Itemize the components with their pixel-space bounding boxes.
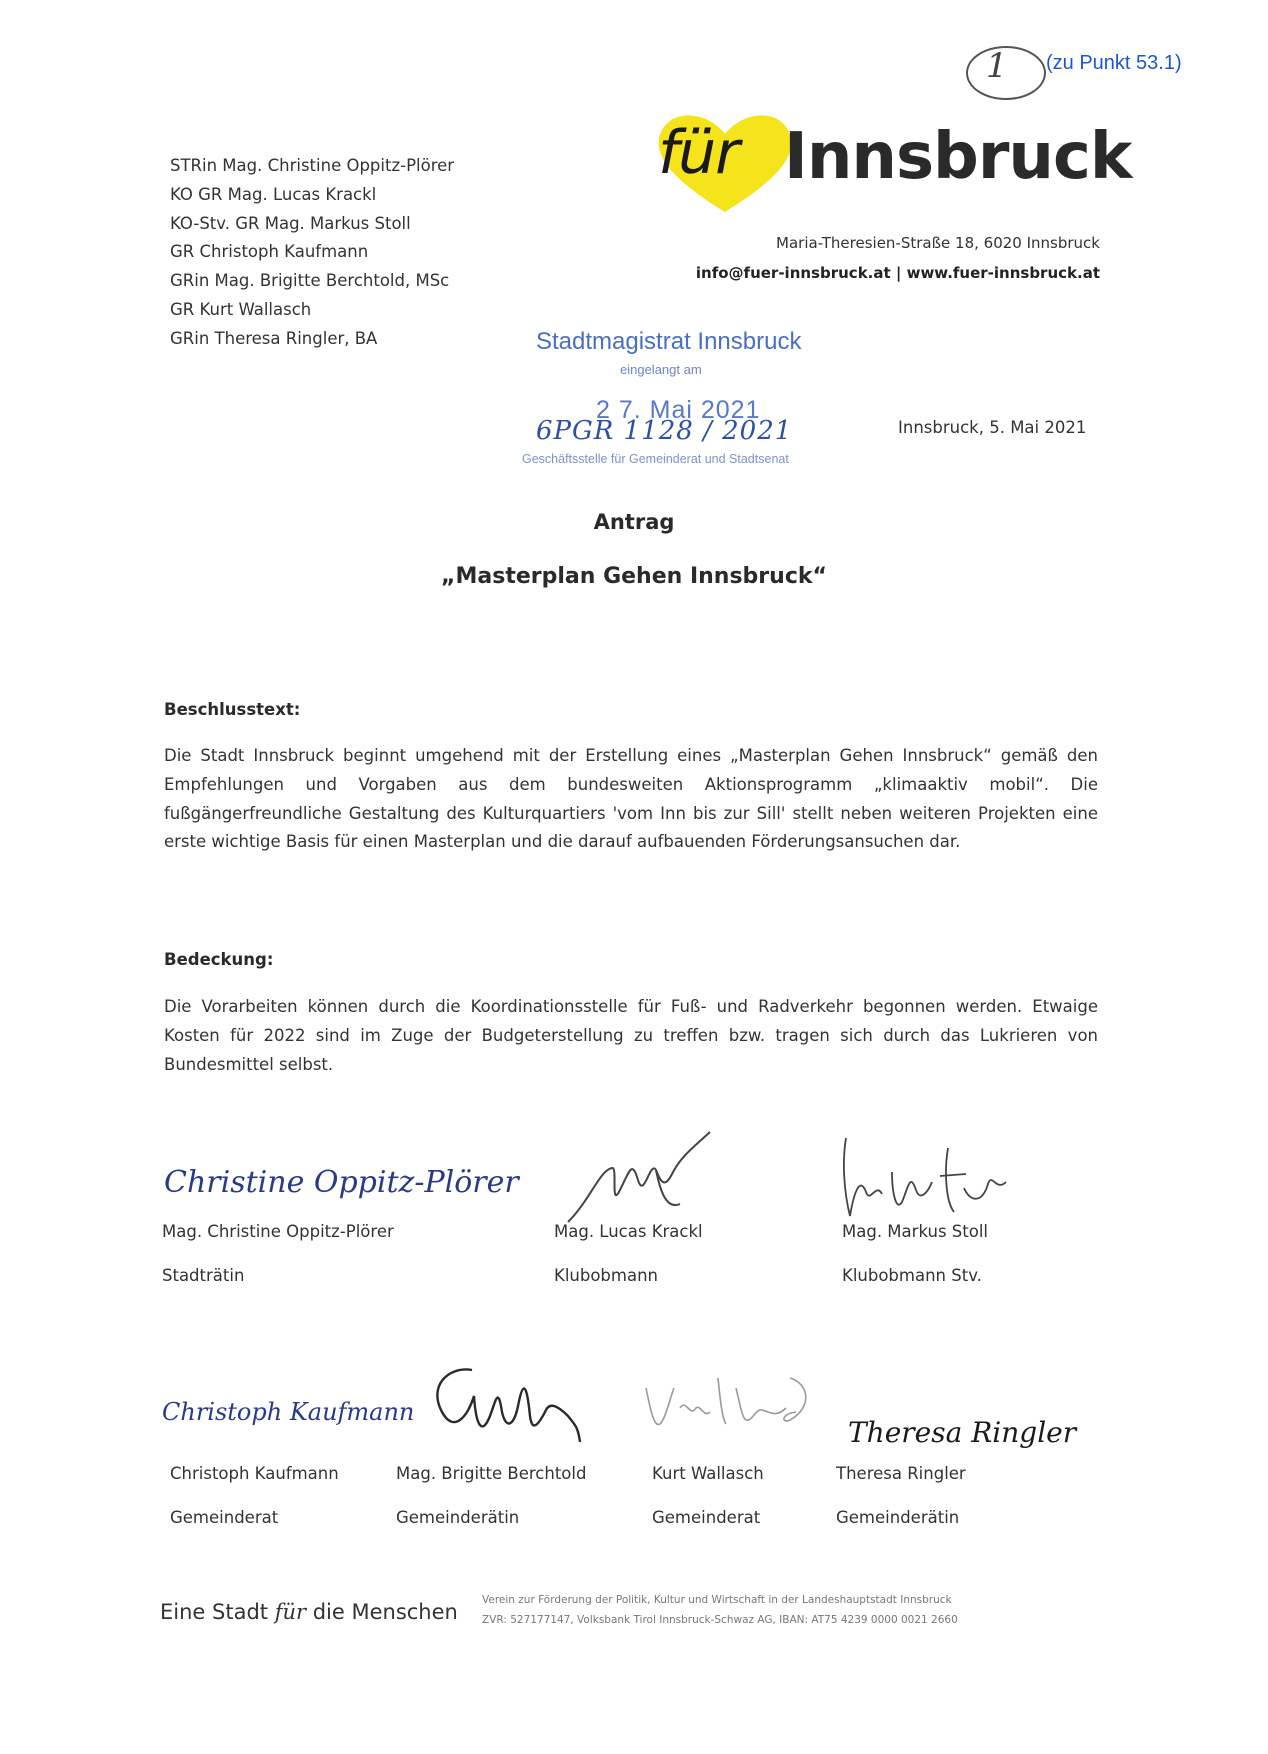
stamp-date: 2 7. Mai 2021 (596, 396, 761, 424)
signer-role: Klubobmann (554, 1266, 659, 1285)
bedeckung-text: Die Vorarbeiten können durch die Koordinationsstelle für Fuß- und Radverkehr begonnen werden. Etwaige Kosten für 2022 sind im Zuge der Budgeterstellung zu treffen bzw. tragen sich durch das Lukrieren von Bundesmittel selbst. (164, 997, 1098, 1074)
signature-krackl (560, 1130, 740, 1230)
logo-fur-text: für (658, 118, 739, 188)
signer-name: Theresa Ringler (836, 1464, 966, 1483)
member-item: GRin Theresa Ringler, BA (170, 328, 378, 348)
footer-line-1: Verein zur Förderung der Politik, Kultur und Wirtschaft in der Landeshauptstadt Innsbruck (482, 1594, 952, 1606)
header-contact: info@fuer-innsbruck.at | www.fuer-innsbruck.at (695, 264, 1100, 282)
footer-info (482, 1590, 958, 1630)
member-item: STRin Mag. Christine Oppitz-Plörer (170, 156, 455, 175)
slogan-part: die Menschen (306, 1600, 458, 1624)
member-item: GR Christoph Kaufmann (170, 242, 369, 262)
slogan-fur: für (274, 1600, 307, 1624)
header-address: Maria-Theresien-Straße 18, 6020 Innsbruck (776, 234, 1100, 252)
member-item: GRin Mag. Brigitte Berchtold, MSc (170, 271, 450, 291)
signer-name: Mag. Brigitte Berchtold (396, 1464, 587, 1483)
document-type: Antrag (593, 510, 675, 534)
signer-name: Mag. Lucas Krackl (554, 1222, 703, 1241)
logo-city-text: Innsbruck (784, 120, 1132, 194)
signature-stoll (836, 1132, 1016, 1232)
signer-role: Stadträtin (162, 1266, 245, 1285)
bedeckung-heading: Bedeckung: (164, 950, 274, 969)
svg-text:Christoph Kaufmann: Christoph Kaufmann (162, 1398, 415, 1426)
stamp-handwritten-number: 6PGR 1128 / 2021 (536, 416, 793, 446)
signer-role: Gemeinderätin (836, 1508, 960, 1527)
signature-kaufmann (160, 1380, 415, 1440)
member-list (170, 152, 454, 354)
member-item: KO-Stv. GR Mag. Markus Stoll (170, 213, 411, 233)
signer-name: Kurt Wallasch (652, 1464, 764, 1483)
stamp-title: Stadtmagistrat Innsbruck (536, 328, 802, 355)
svg-text:Christine Oppitz-Plörer: Christine Oppitz-Plörer (164, 1165, 519, 1200)
slogan-part: Eine Stadt (160, 1600, 275, 1624)
beschluss-text: Die Stadt Innsbruck beginnt umgehend mit der Erstellung eines „Masterplan Gehen Innsbruck“ gemäß den Empfehlungen und Vorgaben aus dem bundesweiten Aktionsprogramm „klimaaktiv mobil“. Die fußgängerfreundliche Gestaltung des Kulturquartiers 'vom Inn bis zur Sill' stellt neben weiteren Projekten eine erste wichtige Basis für einen Masterplan und die darauf aufbauenden Förderungsansuchen dar. (164, 746, 1098, 852)
footer-slogan (160, 1600, 458, 1624)
document-title: „Masterplan Gehen Innsbruck“ (441, 564, 827, 589)
signature-wallasch (640, 1368, 820, 1448)
signer-name: Mag. Christine Oppitz-Plörer (162, 1222, 394, 1241)
signer-role: Gemeinderätin (396, 1508, 520, 1527)
signature-oppitz-ploerer (160, 1150, 519, 1210)
signer-role: Gemeinderat (652, 1508, 761, 1527)
member-item: KO GR Mag. Lucas Krackl (170, 184, 377, 204)
document-date: Innsbruck, 5. Mai 2021 (898, 418, 1087, 437)
member-item: GR Kurt Wallasch (170, 299, 312, 319)
annotation-number: 1 (986, 46, 1008, 86)
signer-name: Christoph Kaufmann (170, 1464, 339, 1483)
signer-role: Gemeinderat (170, 1508, 279, 1527)
receipt-stamp (516, 328, 816, 476)
signature-ringler (840, 1400, 1110, 1470)
stamp-office: Geschäftsstelle für Gemeinderat und Stadtsenat (522, 452, 789, 466)
signer-role: Klubobmann Stv. (842, 1266, 982, 1285)
stamp-received-label: eingelangt am (620, 362, 702, 377)
beschluss-heading: Beschlusstext: (164, 700, 301, 719)
signer-name: Mag. Markus Stoll (842, 1222, 988, 1241)
footer-line-2: ZVR: 527177147, Volksbank Tirol Innsbruck-Schwaz AG, IBAN: AT75 4239 0000 0021 2660 (482, 1614, 958, 1626)
svg-text:Theresa Ringler: Theresa Ringler (848, 1416, 1077, 1449)
signature-berchtold (418, 1356, 598, 1456)
annotation-reference: (zu Punkt 53.1) (1046, 52, 1182, 74)
